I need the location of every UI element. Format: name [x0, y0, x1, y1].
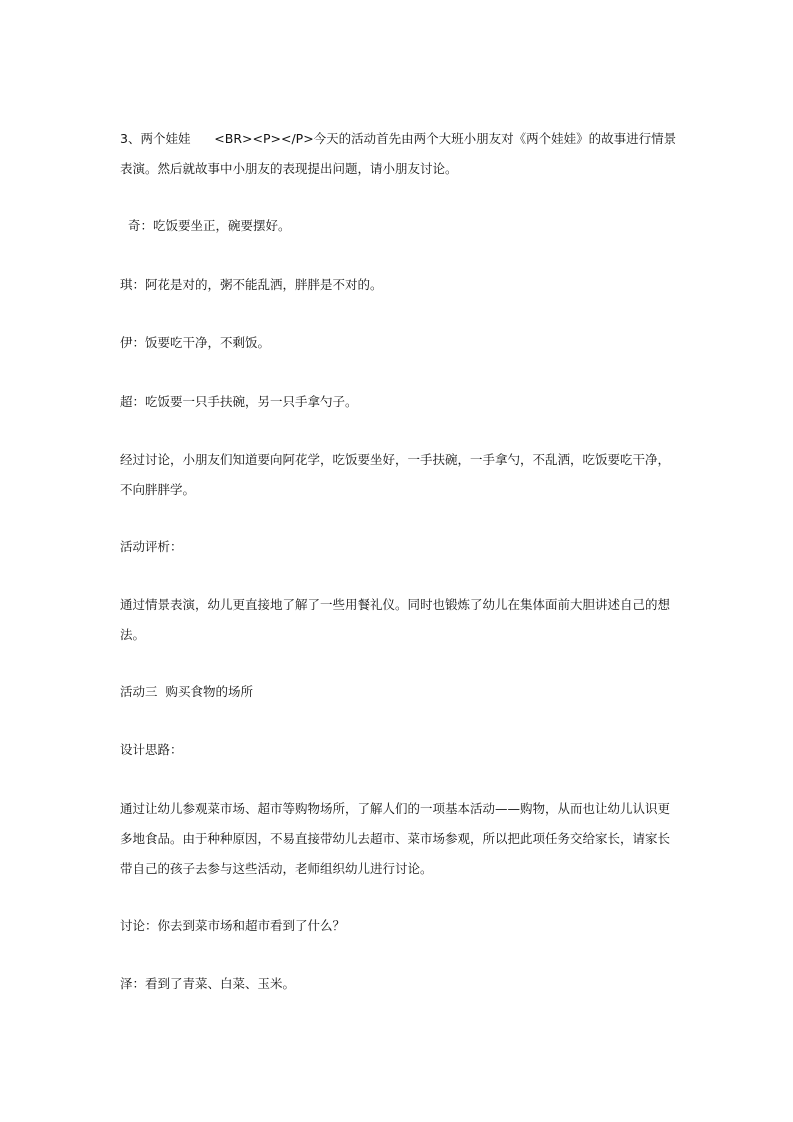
paragraph-design-idea: 通过让幼儿参观菜市场、超市等购物场所，了解人们的一项基本活动——购物，从而也让幼儿认识更多地食品。由于种种原因，不易直接带幼儿去超市、菜市场参观，所以把此项任务交给家长，请家长带自己的孩子去参与这些活动，老师组织幼儿进行讨论。: [120, 801, 671, 876]
paragraph-two-dolls-intro: 3、两个娃娃 <BR><P></P>今天的活动首先由两个大班小朋友对《两个娃娃》的故事进行情景表演。然后就故事中小朋友的表现提出问题，请小朋友讨论。: [120, 131, 677, 176]
paragraph-child-yi: 伊：饭要吃干净，不剩饭。: [120, 335, 271, 350]
paragraph-discussion-summary: 经过讨论，小朋友们知道要向阿花学，吃饭要坐好，一手扶碗，一手拿勺，不乱洒，吃饭要吃干净，不向胖胖学。: [120, 452, 671, 497]
paragraph-child-qi2: 琪：阿花是对的，粥不能乱洒，胖胖是不对的。: [120, 277, 383, 292]
heading-design-idea: 设计思路：: [120, 742, 183, 757]
paragraph-child-ze: 泽：看到了青菜、白菜、玉米。: [120, 976, 296, 991]
paragraph-discussion-question: 讨论：你去到菜市场和超市看到了什么？: [120, 918, 346, 933]
heading-activity-review: 活动评析：: [120, 539, 183, 554]
paragraph-activity-review: 通过情景表演，幼儿更直接地了解了一些用餐礼仪。同时也锻炼了幼儿在集体面前大胆讲述自己的想法。: [120, 597, 671, 642]
paragraph-child-chao: 超：吃饭要一只手扶碗，另一只手拿勺子。: [120, 394, 358, 409]
paragraph-child-qi: 奇：吃饭要坐正，碗要摆好。: [120, 218, 291, 233]
heading-activity-three: 活动三 购买食物的场所: [120, 684, 253, 699]
